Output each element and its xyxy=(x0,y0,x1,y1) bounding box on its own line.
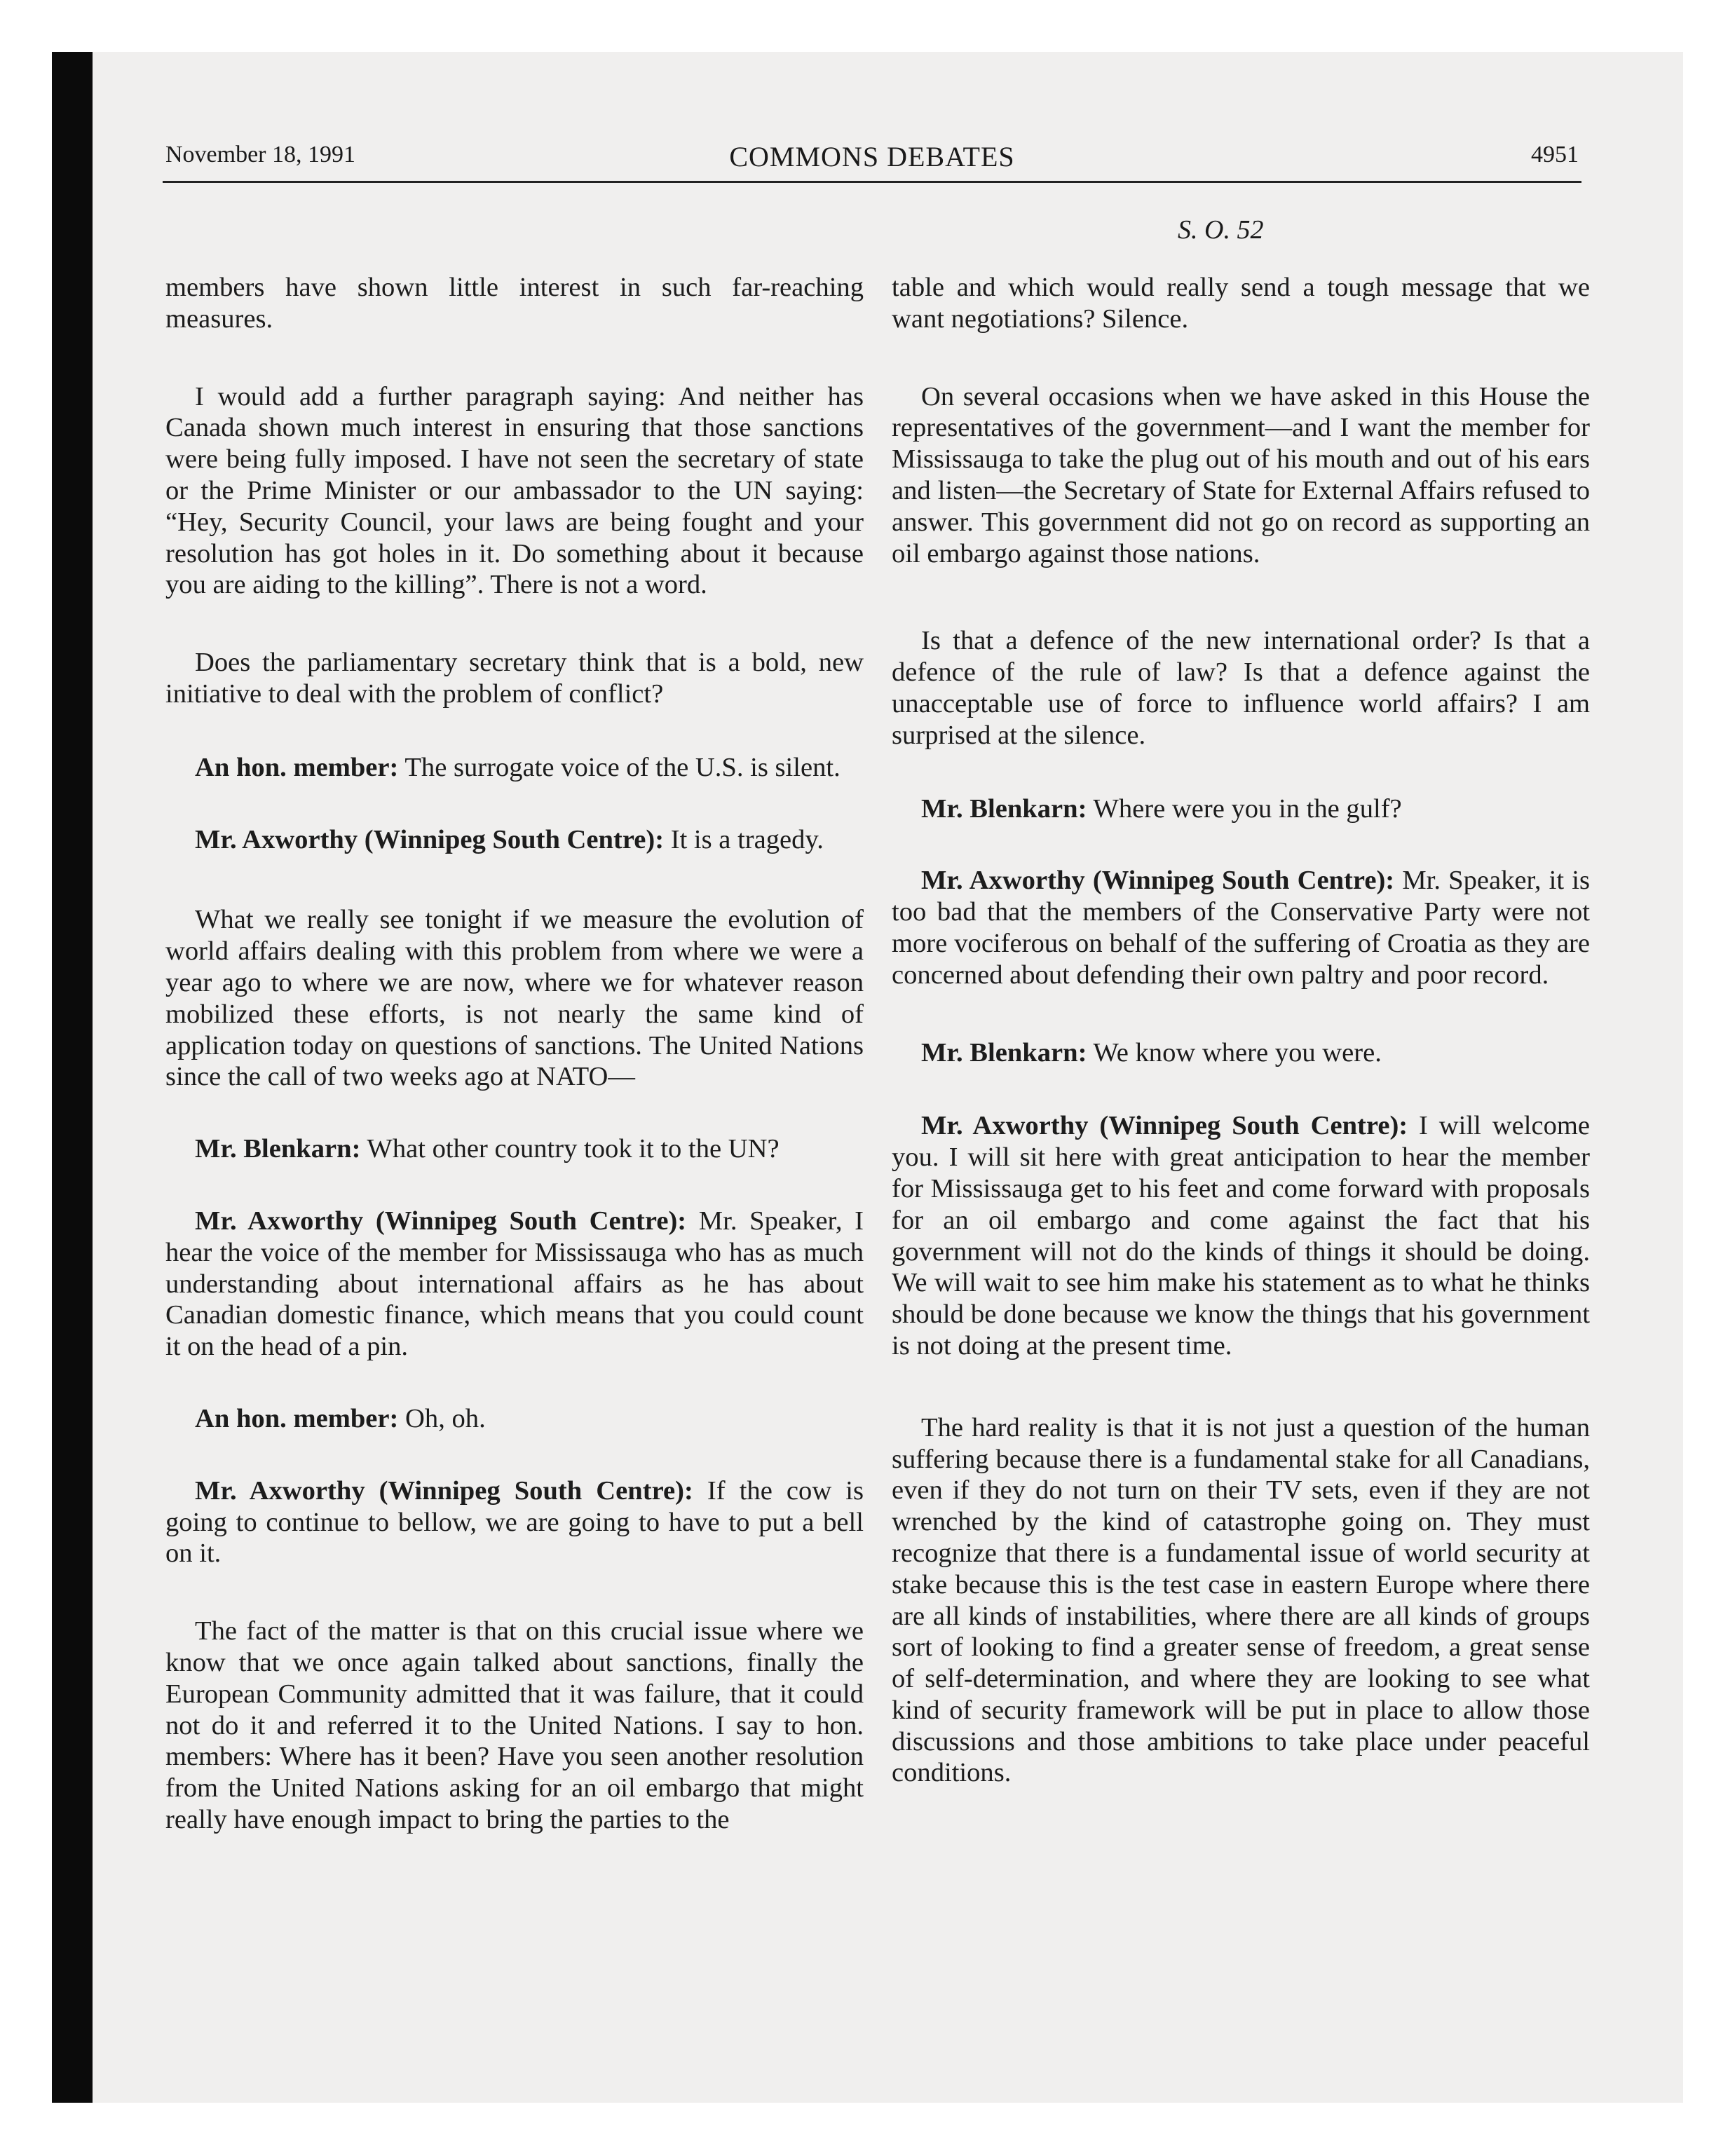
right-column xyxy=(892,272,1590,1789)
speech-text: The surrogate voice of the U.S. is silent. xyxy=(398,752,841,782)
speech xyxy=(892,1037,1590,1069)
speaker-name: Mr. Blenkarn: xyxy=(921,1037,1087,1067)
binding-edge xyxy=(52,52,93,2103)
speech xyxy=(892,865,1590,990)
header-date: November 18, 1991 xyxy=(165,142,356,168)
speaker-name: Mr. Axworthy (Winnipeg South Centre): xyxy=(921,866,1395,896)
paragraph: Does the parliamentary secretary think that is a bold, new initiative to deal with the problem of conflict? xyxy=(165,648,864,709)
speaker-name: Mr. Axworthy (Winnipeg South Centre): xyxy=(195,1475,693,1506)
section-tag: S. O. 52 xyxy=(1178,215,1264,245)
speaker-name: An hon. member: xyxy=(195,1403,399,1433)
speaker-name: Mr. Axworthy (Winnipeg South Centre): xyxy=(921,1111,1408,1141)
paragraph: On several occasions when we have asked in this House the representatives of the government—and I want the member for Mississauga to take the plug out of his mouth and out of his ears and listen—the Secretary of State for External Affairs refused to answer. This government did not go on record as supporting an oil embargo against those nations. xyxy=(892,381,1590,568)
page-header xyxy=(165,135,1579,179)
left-column xyxy=(165,272,864,1836)
paragraph: table and which would really send a tough message that we want negotiations? Silence. xyxy=(892,273,1590,334)
paragraph: Is that a defence of the new international order? Is that a defence of the rule of law? Is that a defence against the unacceptable use of force to influence world affairs? I am surprised at the silence. xyxy=(892,626,1590,750)
speech-text: Where were you in the gulf? xyxy=(1087,793,1402,824)
header-rule xyxy=(163,181,1581,183)
speech-text: Oh, oh. xyxy=(398,1403,486,1433)
speech-text: We know where you were. xyxy=(1087,1037,1382,1067)
speaker-name: Mr. Axworthy (Winnipeg South Centre): xyxy=(195,824,665,854)
header-title: COMMONS DEBATES xyxy=(729,141,1015,172)
speech xyxy=(165,1206,864,1363)
paragraph: The fact of the matter is that on this crucial issue where we know that we once again talked about sanctions, finally the European Community admitted that it was failure, that it could not do it and referred it to the United Nations. I say to hon. members: Where has it been? Have you seen another resolution from the United Nations asking for an oil embargo that might really have enough impact to bring the parties to the xyxy=(165,1616,864,1834)
speech-text: It is a tragedy. xyxy=(664,824,824,854)
paragraph: I would add a further paragraph saying: And neither has Canada shown much interest in ensuring that those sanctions were being fully imposed. I have not seen the secretary of state or the Prime Minister or our ambassador to the UN saying: “Hey, Security Council, your laws are being fought and your resolution has got holes in it. Do something about it because you are aiding to the killing”. There is not a word. xyxy=(165,381,864,600)
speech xyxy=(165,1475,864,1569)
speaker-name: Mr. Axworthy (Winnipeg South Centre): xyxy=(195,1206,687,1236)
speech xyxy=(892,793,1590,825)
speech xyxy=(165,752,864,784)
speaker-name: An hon. member: xyxy=(195,752,399,782)
speech-text: Mr. Speaker, I hear the voice of the member for Mississauga who has as much understanding about international affairs as he has about Canadian domestic finance, which means that you could count it on the head of a pin. xyxy=(165,1206,864,1362)
speaker-name: Mr. Blenkarn: xyxy=(195,1134,361,1164)
speech xyxy=(892,1110,1590,1361)
speech-text: If the cow is going to continue to bellow, we are going to have to put a bell on it. xyxy=(165,1475,864,1569)
paragraph: members have shown little interest in such far-reaching measures. xyxy=(165,273,864,334)
speaker-name: Mr. Blenkarn: xyxy=(921,793,1087,824)
paragraph: The hard reality is that it is not just a question of the human suffering because there is a fundamental stake for all Canadians, even if they do not turn on their TV sets, even if they are not wrenched by the kind of catastrophe going on. They must recognize that there is a fundamental issue of world security at stake because this is the test case in eastern Europe where there are all kinds of instabilities, where there are all kinds of groups sort of looking to find a greater sense of freedom, a great sense of self-determination, and where they are looking to see what kind of security framework will be put in place to allow those discussions and those ambitions to take place under peaceful conditions. xyxy=(892,1412,1590,1788)
page-number: 4951 xyxy=(1531,142,1579,168)
paragraph: What we really see tonight if we measure the evolution of world affairs dealing with this problem from where we were a year ago to where we are now, where we for whatever reason mobilized these efforts, is not nearly the same kind of application today on questions of sanctions. The United Nations since the call of two weeks ago at NATO— xyxy=(165,905,864,1092)
speech-text: Mr. Speaker, it is too bad that the members of the Conservative Party were not more vociferous on behalf of the suffering of Croatia as they are concerned about defending their own paltry and poor record. xyxy=(892,866,1590,990)
speech xyxy=(165,1133,864,1165)
speech-text: What other country took it to the UN? xyxy=(360,1134,780,1164)
speech xyxy=(165,824,864,856)
speech-text: I will welcome you. I will sit here with great anticipation to hear the member for Mississauga get to his feet and come forward with proposals for an oil embargo and come against the fact that his government will not do the kinds of things it should be doing. We will wait to see him make his statement as to what he thinks should be done because we know the things that his government is not doing at the present time. xyxy=(892,1111,1590,1360)
speech xyxy=(165,1403,864,1435)
